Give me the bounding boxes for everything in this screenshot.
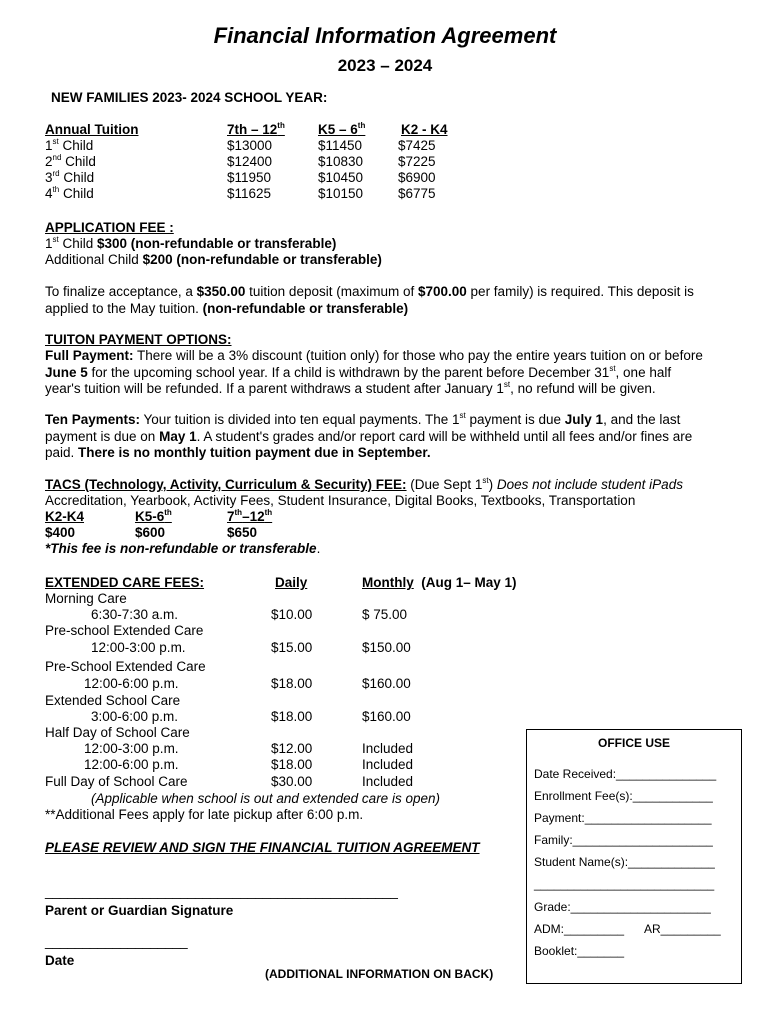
care-label: Half Day of School Care — [45, 725, 190, 740]
tacs-value-k5-6: $600 — [135, 525, 166, 540]
tuition-cell: $6775 — [398, 186, 436, 201]
tacs-value-7-12: $650 — [227, 525, 258, 540]
care-label: Full Day of School Care — [45, 774, 188, 789]
late-pickup-note: **Additional Fees apply for late pickup after 6:00 p.m. — [45, 807, 364, 822]
tuition-cell: $10830 — [318, 154, 364, 169]
tuition-cell: $7225 — [398, 154, 436, 169]
date-received-field[interactable]: Date Received:_______________ — [534, 767, 717, 781]
care-daily: $30.00 — [271, 774, 313, 789]
care-monthly: $ 75.00 — [362, 607, 408, 622]
tuition-col-7-12: 7th – 12th — [227, 121, 285, 137]
footer-note: (ADDITIONAL INFORMATION ON BACK) — [265, 967, 494, 981]
tacs-col-7-12: 7th–12th — [227, 508, 273, 524]
care-label: Extended School Care — [45, 693, 181, 708]
tuition-row-label: 3rd Child — [45, 169, 95, 185]
care-label: Pre-school Extended Care — [45, 623, 204, 638]
tacs-heading: TACS (Technology, Activity, Curriculum & Security) FEE: (Due Sept 1st) Does not include student iPads — [45, 476, 683, 492]
tuition-cell: $11950 — [227, 170, 272, 185]
care-daily: $12.00 — [271, 741, 313, 756]
care-time: 12:00-6:00 p.m. — [84, 676, 179, 691]
grade-field[interactable]: Grade:_____________________ — [534, 900, 711, 914]
tuition-cell: $11450 — [318, 138, 363, 153]
date-label: Date — [45, 953, 75, 968]
tuition-cell: $10150 — [318, 186, 364, 201]
tuition-cell: $11625 — [227, 186, 272, 201]
deposit-paragraph: To finalize acceptance, a $350.00 tuition deposit (maximum of $700.00 per family) is required. This deposit is applied to the May tuition. (non-refundable or transferable) — [45, 284, 694, 316]
student-names-continued[interactable]: ___________________________ — [534, 877, 715, 891]
signature-label: Parent or Guardian Signature — [45, 903, 234, 918]
page-title: Financial Information Agreement — [213, 23, 557, 48]
care-monthly: Included — [362, 741, 414, 756]
applicable-note: (Applicable when school is out and extended care is open) — [91, 791, 440, 806]
monthly-column-header: Monthly (Aug 1– May 1) — [362, 575, 517, 590]
date-line[interactable]: ___________________ — [45, 934, 188, 949]
tacs-nonrefundable-note: *This fee is non-refundable or transferable. — [45, 541, 321, 556]
full-payment-paragraph: Full Payment: There will be a 3% discount (tuition only) for those who pay the entire years tuition on or before June 5 for the upcoming school year. If a child is withdrawn by the parent before December 31st, one half year's tuition will be refunded. If a parent withdraws a student after January 1st, no refund will be given. — [45, 348, 703, 396]
extended-care-heading: EXTENDED CARE FEES: — [45, 575, 205, 590]
care-daily: $18.00 — [271, 676, 313, 691]
tuition-header: Annual Tuition — [45, 122, 139, 137]
booklet-field[interactable]: Booklet:_______ — [534, 944, 625, 958]
payment-options-heading: TUITON PAYMENT OPTIONS: — [45, 332, 232, 347]
tacs-includes: Accreditation, Yearbook, Activity Fees, Student Insurance, Digital Books, Textbooks, Transportation — [45, 493, 636, 508]
tuition-cell: $10450 — [318, 170, 364, 185]
tuition-cell: $12400 — [227, 154, 273, 169]
adm-field[interactable]: ADM:_________ — [534, 922, 625, 936]
care-monthly: $160.00 — [362, 709, 411, 724]
review-sign-heading: PLEASE REVIEW AND SIGN THE FINANCIAL TUITION AGREEMENT — [45, 840, 480, 855]
payment-field[interactable]: Payment:___________________ — [534, 811, 712, 825]
tacs-col-k5-6: K5-6th — [135, 508, 172, 524]
office-use-box — [526, 729, 742, 984]
application-fee-line-2: Additional Child $200 (non-refundable or transferable) — [45, 252, 382, 267]
ten-payments-paragraph: Ten Payments: Your tuition is divided into ten equal payments. The 1st payment is due July 1, and the last payment is due on May 1. A student's grades and/or report card will be withheld until all fees and/or fines are paid. There is no monthly tuition payment due in September. — [45, 411, 693, 460]
tuition-row-label: 2nd Child — [45, 153, 96, 169]
care-daily: $18.00 — [271, 709, 313, 724]
new-families-heading: NEW FAMILIES 2023- 2024 SCHOOL YEAR: — [51, 90, 328, 105]
care-monthly: $150.00 — [362, 640, 411, 655]
student-names-field[interactable]: Student Name(s):_____________ — [534, 855, 715, 869]
care-monthly: Included — [362, 757, 414, 772]
application-fee-heading: APPLICATION FEE : — [45, 220, 174, 235]
care-time: 12:00-6:00 p.m. — [84, 757, 179, 772]
care-time: 6:30-7:30 a.m. — [91, 607, 179, 622]
office-use-title: OFFICE USE — [597, 736, 670, 750]
tacs-value-k2-k4: $400 — [45, 525, 76, 540]
tuition-cell: $6900 — [398, 170, 436, 185]
care-label: Morning Care — [45, 591, 127, 606]
application-fee-line-1: 1st Child $300 (non-refundable or transferable) — [45, 235, 337, 251]
care-label: Pre-School Extended Care — [45, 659, 206, 674]
care-time: 3:00-6:00 p.m. — [91, 709, 179, 724]
care-daily: $10.00 — [271, 607, 313, 622]
tuition-col-k2-k4: K2 - K4 — [401, 122, 448, 137]
care-daily: $15.00 — [271, 640, 313, 655]
tuition-row-label: 4th Child — [45, 185, 94, 201]
family-field[interactable]: Family:_____________________ — [534, 833, 713, 847]
school-year: 2023 – 2024 — [337, 56, 433, 75]
tuition-cell: $7425 — [398, 138, 436, 153]
daily-column-header: Daily — [275, 575, 308, 590]
ar-field[interactable]: AR_________ — [644, 922, 721, 936]
tacs-col-k2-k4: K2-K4 — [45, 509, 85, 524]
care-time: 12:00-3:00 p.m. — [84, 741, 179, 756]
care-monthly: Included — [362, 774, 414, 789]
care-monthly: $160.00 — [362, 676, 411, 691]
care-daily: $18.00 — [271, 757, 313, 772]
care-time: 12:00-3:00 p.m. — [91, 640, 186, 655]
tuition-row-label: 1st Child — [45, 137, 94, 153]
tuition-cell: $13000 — [227, 138, 273, 153]
enrollment-fee-field[interactable]: Enrollment Fee(s):____________ — [534, 789, 713, 803]
tuition-col-k5-6: K5 – 6th — [318, 121, 366, 137]
signature-line[interactable]: _______________________________________________ — [45, 884, 398, 899]
